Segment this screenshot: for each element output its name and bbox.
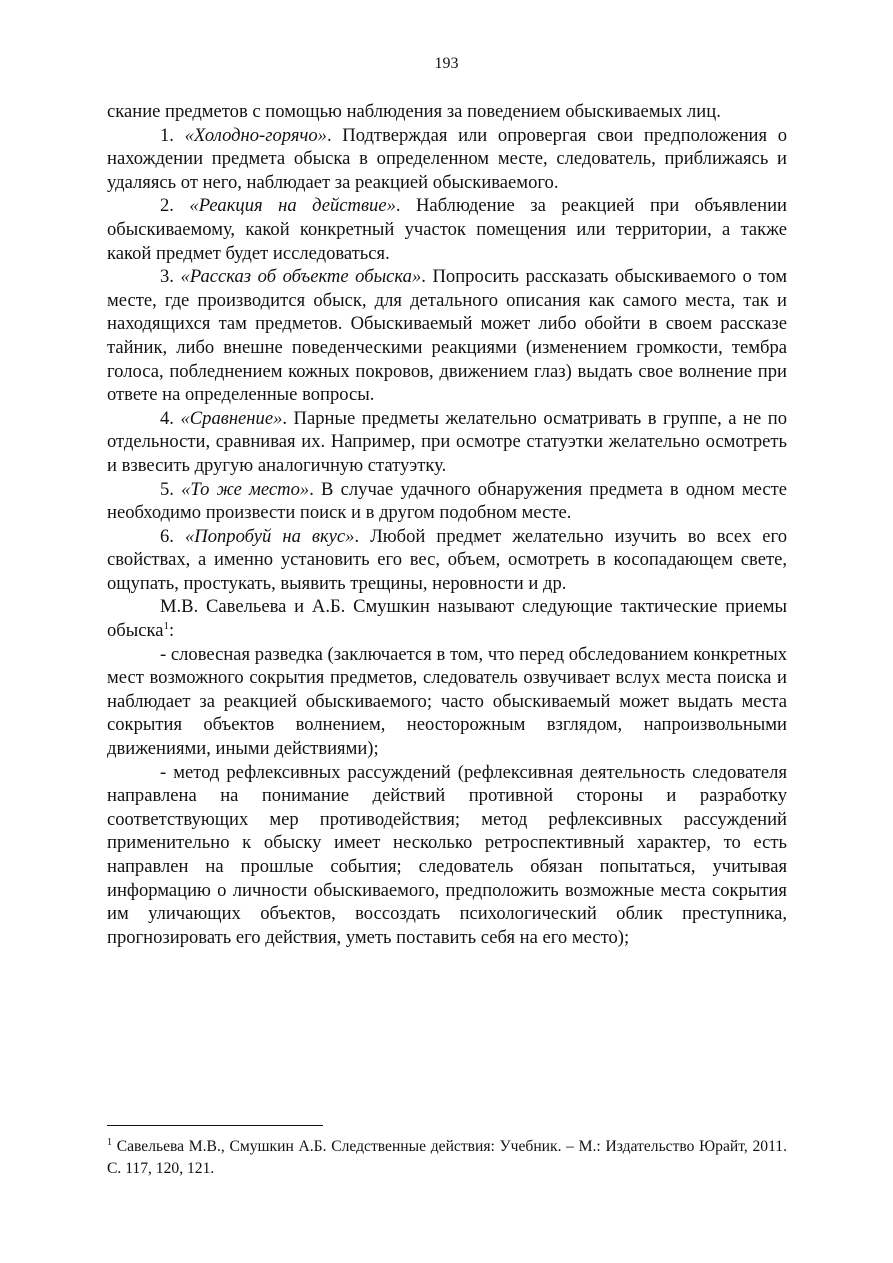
tactic-comparison	[107, 407, 787, 478]
body-text	[107, 100, 787, 949]
item-title: «Реакция на действие»	[189, 195, 396, 217]
paragraph-text: скание предметов с помощью наблюдения за поведением обыскиваемых лиц.	[107, 101, 721, 122]
item-number: 6.	[160, 525, 185, 547]
footnote-reference[interactable]: 1	[163, 619, 170, 632]
paragraph-text: - метод рефлексивных рассуждений (рефлексивная деятельность следователя направлена на понимание действий противной стороны и разработку соответствующих мер противодействия; метод рефлексивных рассуждений применительно к обыску имеет несколько ретроспективный характер, то есть направлен на прошлые события; следователь обязан попытаться, учитывая информацию о личности обыскиваемого, предположить возможные места сокрытия им уличающих объектов, воссоздать психологический облик преступника, прогнозировать его действия, уметь поставить себя на его место);	[107, 761, 787, 948]
paragraph-text: . В случае удачного обнаружения предмета в одном месте необходимо произвести поиск и в другом подобном месте.	[107, 478, 788, 524]
item-title: «Рассказ об объекте обыска»	[180, 266, 422, 288]
paragraph-text: - словесная разведка (заключается в том, что перед обследованием конкретных мест возможного сокрытия предметов, следователь озвучивает вслух места поиска и наблюдает за реакцией обыскиваемого; часто обыскиваемый может выдать места сокрытия объектов волнением, неосторожным взглядом, напроизвольными движениями, иными действиями);	[107, 643, 787, 760]
paragraph-text: . Подтверждая или опровергая свои предположения о нахождении предмета обыска в определенном месте, следователь, приближаясь и удаляясь от него, наблюдает за реакцией обыскиваемого.	[107, 124, 788, 193]
tactic-same-place	[107, 478, 787, 525]
item-number: 1.	[160, 124, 185, 146]
paragraph-text: . Наблюдение за реакцией при объявлении обыскиваемому, какой конкретный участок помещения или территории, а также какой предмет будет исследоваться.	[107, 195, 787, 264]
item-number: 5.	[160, 478, 182, 500]
paragraph-text: М.В. Савельева и А.Б. Смушкин называют следующие тактические приемы обыска	[107, 596, 787, 642]
verbal-reconnaissance	[107, 643, 787, 761]
paragraph-tail: :	[169, 620, 175, 642]
tactic-reaction	[107, 194, 787, 265]
tactic-story	[107, 265, 787, 407]
item-title: «Сравнение»	[180, 407, 283, 429]
item-number: 4.	[160, 407, 181, 429]
item-title: «Холодно-горячо»	[184, 124, 327, 146]
authors-paragraph	[107, 595, 787, 642]
item-title: «То же место»	[181, 478, 310, 500]
footnote-mark: 1	[107, 1136, 112, 1148]
item-number: 2.	[160, 195, 190, 217]
footnote-text: Савельева М.В., Смушкин А.Б. Следственные действия: Учебник. – М.: Издательство Юрайт, 2011. С. 117, 120, 121.	[107, 1138, 787, 1177]
tactic-cold-hot	[107, 124, 787, 195]
reflexive-reasoning	[107, 761, 787, 950]
tactic-taste	[107, 525, 787, 596]
item-title: «Попробуй на вкус»	[184, 525, 355, 547]
footnote-divider	[107, 1125, 323, 1126]
paragraph-continuation	[107, 100, 787, 124]
paragraph-text: . Попросить рассказать обыскиваемого о том месте, где производится обыск, для детального описания как самого места, так и находящихся там предметов. Обыскиваемый может либо обойти в своем рассказе тайник, либо внешне поведенческими реакциями (изменением громкости, тембра голоса, побледнением кожных покровов, движением глаз) выдать свое волнение при ответе на определенные вопросы.	[107, 266, 788, 406]
paragraph-text: . Парные предметы желательно осматривать в группе, а не по отдельности, сравнивая их. Например, при осмотре статуэтки желательно осмотреть и взвесить другую аналогичную статуэтку.	[107, 407, 788, 476]
item-number: 3.	[160, 266, 181, 288]
page-number: 193	[434, 55, 459, 72]
paragraph-text: . Любой предмет желательно изучить во всех его свойствах, а именно установить его вес, объем, осмотреть в косопадающем свете, ощупать, простукать, выявить трещины, неровности и др.	[107, 525, 787, 594]
footnote	[107, 1136, 787, 1180]
